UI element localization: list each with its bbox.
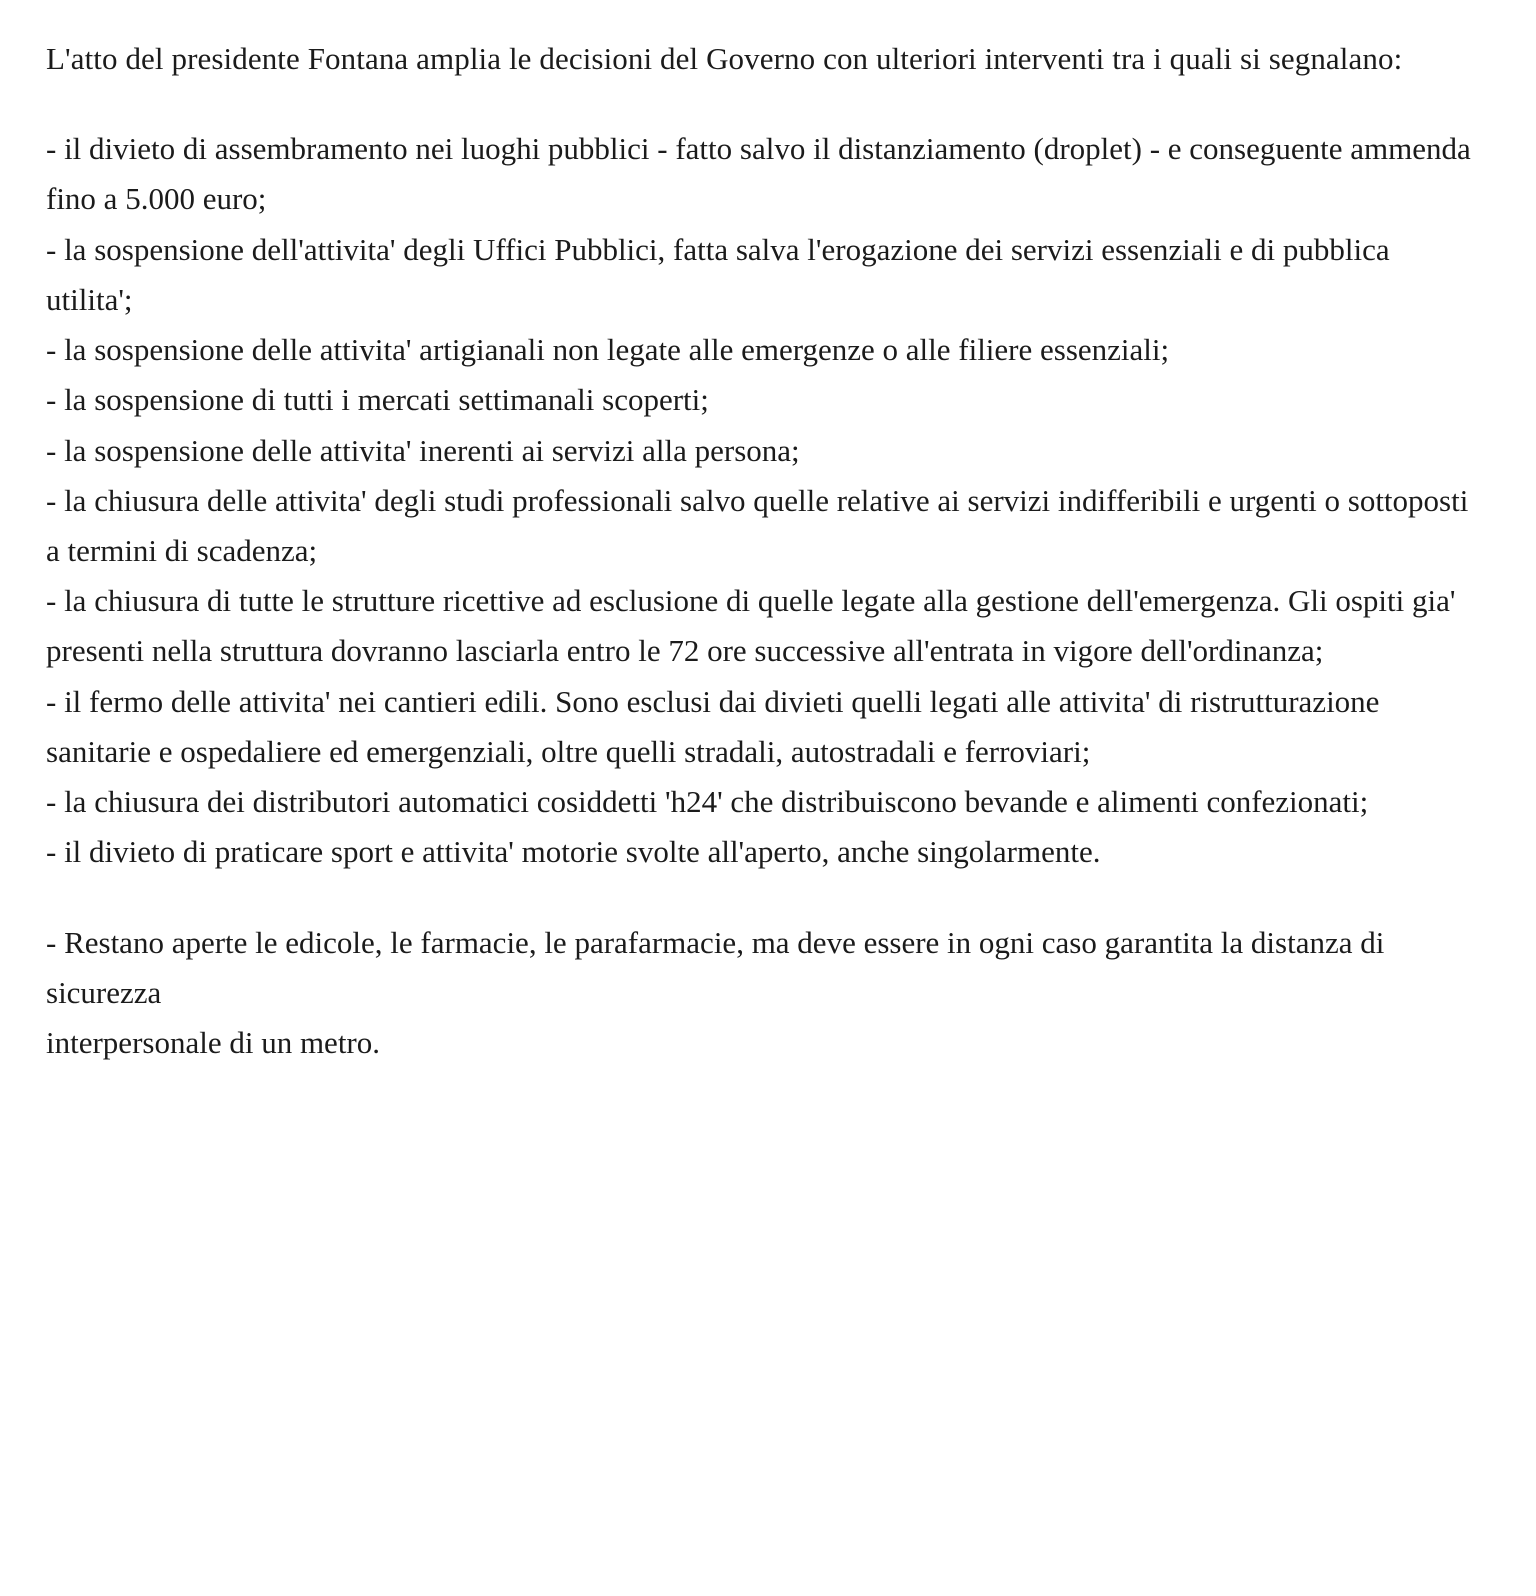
list-item: - il divieto di praticare sport e attivita' motorie svolte all'aperto, anche singolarmente. — [46, 834, 1101, 870]
closing-line: - Restano aperte le edicole, le farmacie, le parafarmacie, ma deve essere in ogni caso garantita la distanza di sicurezza — [46, 924, 1385, 1010]
list-item: - la sospensione delle attivita' inerenti ai servizi alla persona; — [46, 432, 800, 468]
measures-list — [46, 124, 1480, 877]
list-item: - la sospensione di tutti i mercati settimanali scoperti; — [46, 382, 709, 418]
list-item: - la sospensione dell'attivita' degli Uffici Pubblici, fatta salva l'erogazione dei servizi essenziali e di pubblica utilita'; — [46, 231, 1390, 317]
intro-paragraph: L'atto del presidente Fontana amplia le decisioni del Governo con ulteriori interventi tra i quali si segnalano: — [46, 41, 1403, 76]
closing-line: interpersonale di un metro. — [46, 1024, 381, 1060]
list-item: - il fermo delle attivita' nei cantieri edili. Sono esclusi dai divieti quelli legati alle attivita' di ristrutturazione sanitarie e ospedaliere ed emergenziali, oltre quelli stradali, autostradali e ferroviari; — [46, 683, 1380, 769]
list-item: - la chiusura dei distributori automatici cosiddetti 'h24' che distribuiscono bevande e alimenti confezionati; — [46, 784, 1369, 820]
list-item: - la chiusura di tutte le strutture ricettive ad esclusione di quelle legate alla gestione dell'emergenza. Gli ospiti gia' — [46, 583, 1456, 619]
list-item: presenti nella struttura dovranno lasciarla entro le 72 ore successive all'entrata in vigore dell'ordinanza; — [46, 633, 1324, 669]
list-item: - la chiusura delle attivita' degli studi professionali salvo quelle relative ai servizi indifferibili e urgenti o sottoposti a termini di scadenza; — [46, 482, 1469, 568]
list-item: - il divieto di assembramento nei luoghi pubblici - fatto salvo il distanziamento (droplet) - e conseguente ammenda fino a 5.000 euro; — [46, 131, 1471, 217]
closing-note — [46, 918, 1480, 1069]
list-item: - la sospensione delle attivita' artigianali non legate alle emergenze o alle filiere essenziali; — [46, 332, 1170, 368]
